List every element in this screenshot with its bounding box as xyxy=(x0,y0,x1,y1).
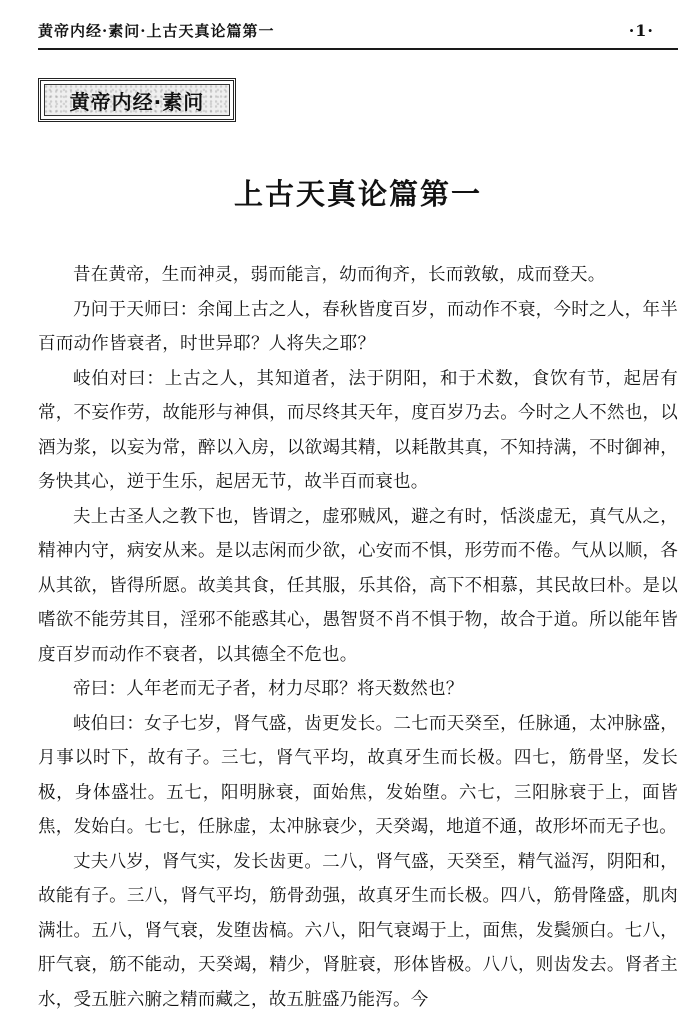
page-number: ·1· xyxy=(628,20,654,40)
paragraph-1: 昔在黄帝，生而神灵，弱而能言，幼而徇齐，长而敦敏，成而登天。 xyxy=(73,265,606,285)
body-text xyxy=(38,258,678,1017)
running-title: 黄帝内经·素问·上古天真论篇第一 xyxy=(38,21,275,40)
paragraph-7: 丈夫八岁，肾气实，发长齿更。二八，肾气盛，天癸至，精气溢泻，阴阳和，故能有子。三八，肾气平均，筋骨劲强，故真牙生而长极。四八，筋骨隆盛，肌肉满壮。五八，肾气衰，发堕齿槁。六八，阳气衰竭于上，面焦，发鬓颁白。七八，肝气衰，筋不能动，天癸竭，精少，肾脏衰，形体皆极。八八，则齿发去。肾者主水，受五脏六腑之精而藏之，故五脏盛乃能泻。今 xyxy=(38,851,678,1010)
paragraph-5: 帝曰：人年老而无子者，材力尽耶？将天数然也？ xyxy=(73,679,464,699)
paragraph-4: 夫上古圣人之教下也，皆谓之，虚邪贼风，避之有时，恬淡虚无，真气从之，精神内守，病安从来。是以志闲而少欲，心安而不惧，形劳而不倦。气从以顺，各从其欲，皆得所愿。故美其食，任其服，乐其俗，高下不相慕，其民故曰朴。是以嗜欲不能劳其目，淫邪不能惑其心，愚智贤不肖不惧于物，故合于道。所以能年皆度百岁而动作不衰者，以其德全不危也。 xyxy=(38,506,678,665)
chapter-title: 上古天真论篇第一 xyxy=(233,177,482,211)
paragraph-6: 岐伯曰：女子七岁，肾气盛，齿更发长。二七而天癸至，任脉通，太冲脉盛，月事以时下，故有子。三七，肾气平均，故真牙生而长极。四七，筋骨坚，发长极，身体盛壮。五七，阳明脉衰，面始焦，发始堕。六七，三阳脉衰于上，面皆焦，发始白。七七，任脉虚，太冲脉衰少，天癸竭，地道不通，故形坏而无子也。 xyxy=(38,713,678,837)
paragraph-3: 岐伯对曰：上古之人，其知道者，法于阴阳，和于术数，食饮有节，起居有常，不妄作劳，故能形与神俱，而尽终其天年，度百岁乃去。今时之人不然也，以酒为浆，以妄为常，醉以入房，以欲竭其精，以耗散其真，不知持满，不时御神，务快其心，逆于生乐，起居无节，故半百而衰也。 xyxy=(38,368,678,492)
running-header xyxy=(38,12,678,50)
paragraph-2: 乃问于天师曰：余闻上古之人，春秋皆度百岁，而动作不衰，今时之人，年半百而动作皆衰者，时世异耶？人将失之耶？ xyxy=(38,299,678,354)
book-title-box xyxy=(38,78,236,122)
book-title: 黄帝内经·素问 xyxy=(44,84,230,116)
